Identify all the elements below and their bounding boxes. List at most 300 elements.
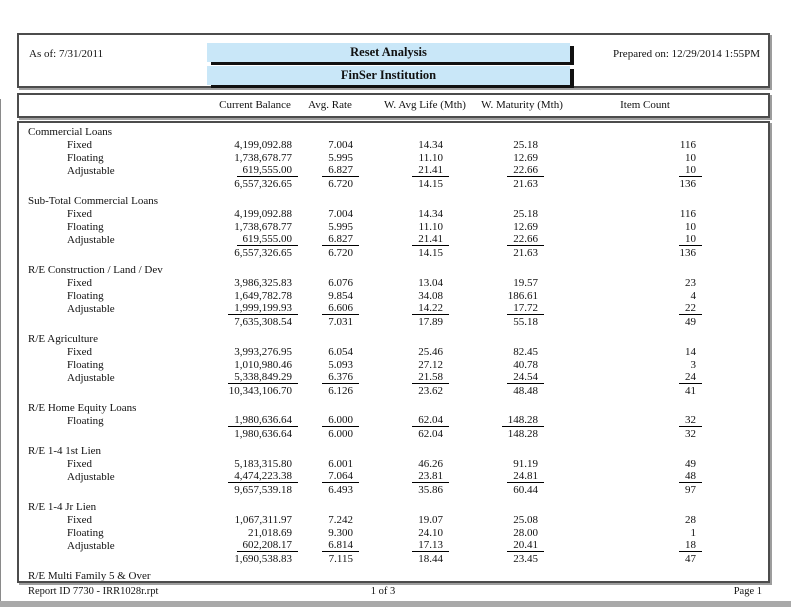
total-cell-balance (210, 247, 298, 259)
total-cell-maturity (449, 247, 544, 259)
total-value: 23.62 (418, 385, 443, 397)
total-cell-maturity (449, 178, 544, 190)
cell-maturity (449, 221, 544, 233)
row-label: Floating (67, 415, 104, 427)
total-cell-count (544, 247, 702, 259)
total-value: 7.115 (328, 553, 353, 565)
section-name: R/E Agriculture (28, 333, 98, 345)
page-number: Page 1 (733, 586, 762, 597)
cell-rate (298, 414, 359, 427)
cell-value: 19.57 (513, 277, 538, 289)
cell-value: 6.076 (328, 277, 353, 289)
cell-value: 11.10 (418, 221, 443, 233)
cell-value: 4,474,223.38 (228, 470, 298, 483)
row-label: Fixed (67, 346, 93, 358)
total-cell-avg_life (359, 428, 449, 440)
report-body (17, 121, 770, 583)
total-value: 7.031 (328, 316, 353, 328)
total-value: 23.45 (513, 553, 538, 565)
cell-rate (298, 458, 359, 470)
cell-count (544, 346, 702, 358)
section-total-row (19, 177, 768, 190)
cell-value: 5.995 (328, 221, 353, 233)
cell-value: 5,183,315.80 (234, 458, 292, 470)
cell-avg_life (359, 277, 449, 289)
report-section (19, 194, 768, 259)
page-of-indicator: 1 of 3 (370, 586, 396, 597)
cell-value: 602,208.17 (237, 539, 299, 552)
row-label: Adjustable (67, 234, 115, 246)
total-cell-count (544, 316, 702, 328)
cell-value: 21,018.69 (248, 527, 292, 539)
cell-value: 40.78 (513, 359, 538, 371)
total-cell-avg_life (359, 178, 449, 190)
cell-avg_life (359, 514, 449, 526)
total-cell-avg_life (359, 385, 449, 397)
total-value: 47 (685, 553, 696, 565)
total-cell-rate (298, 316, 359, 328)
cell-maturity (449, 164, 544, 177)
column-header-item-count: Item Count (620, 99, 670, 111)
section-name-row (19, 444, 768, 457)
cell-maturity (449, 527, 544, 539)
row-label: Fixed (67, 277, 93, 289)
section-name: Commercial Loans (28, 126, 113, 138)
total-value: 62.04 (418, 428, 443, 440)
total-value: 49 (685, 316, 696, 328)
cell-rate (298, 277, 359, 289)
column-header-avg-rate: Avg. Rate (308, 99, 352, 111)
section-total-row (19, 552, 768, 565)
cell-value: 32 (679, 414, 702, 427)
cell-maturity (449, 539, 544, 552)
cell-balance (210, 164, 298, 177)
total-cell-maturity (449, 484, 544, 496)
cell-balance (210, 514, 298, 526)
cell-avg_life (359, 458, 449, 470)
section-name: R/E 1-4 1st Lien (28, 445, 102, 457)
cell-value: 12.69 (513, 221, 538, 233)
cell-value: 5,338,849.29 (228, 371, 298, 384)
cell-value: 6.001 (328, 458, 353, 470)
total-cell-balance (210, 553, 298, 565)
total-cell-avg_life (359, 316, 449, 328)
section-name: R/E Construction / Land / Dev (28, 264, 163, 276)
cell-count (544, 290, 702, 302)
cell-rate (298, 539, 359, 552)
cell-maturity (449, 277, 544, 289)
total-value: 14.15 (418, 178, 443, 190)
data-row (19, 151, 768, 164)
total-cell-count (544, 385, 702, 397)
section-name-row (19, 194, 768, 207)
cell-avg_life (359, 290, 449, 302)
cell-maturity (449, 346, 544, 358)
data-row (19, 470, 768, 483)
row-label: Floating (67, 221, 104, 233)
cell-value: 22.66 (507, 233, 544, 246)
cell-count (544, 152, 702, 164)
cell-maturity (449, 139, 544, 151)
section-name: R/E Home Equity Loans (28, 402, 137, 414)
row-label: Adjustable (67, 303, 115, 315)
cell-value: 1,649,782.78 (234, 290, 292, 302)
cell-avg_life (359, 371, 449, 384)
cell-rate (298, 233, 359, 246)
total-value: 6.720 (328, 247, 353, 259)
total-cell-count (544, 428, 702, 440)
cell-rate (298, 302, 359, 315)
cell-value: 91.19 (513, 458, 538, 470)
cell-value: 12.69 (513, 152, 538, 164)
data-row (19, 289, 768, 302)
column-header-w-avg-life: W. Avg Life (Mth) (384, 99, 466, 111)
cell-balance (210, 277, 298, 289)
cell-value: 62.04 (412, 414, 449, 427)
cell-maturity (449, 514, 544, 526)
cell-count (544, 277, 702, 289)
cell-maturity (449, 414, 544, 427)
cell-value: 3 (690, 359, 696, 371)
total-value: 6,557,326.65 (234, 178, 292, 190)
viewer-edge (0, 99, 1, 601)
row-label: Fixed (67, 208, 93, 220)
total-cell-rate (298, 428, 359, 440)
total-value: 6.000 (328, 428, 353, 440)
cell-balance (210, 152, 298, 164)
cell-maturity (449, 302, 544, 315)
row-label: Adjustable (67, 372, 115, 384)
data-row (19, 539, 768, 552)
cell-value: 186.61 (507, 290, 538, 302)
cell-avg_life (359, 233, 449, 246)
row-label: Fixed (67, 514, 93, 526)
row-label: Fixed (67, 458, 93, 470)
cell-value: 6.606 (322, 302, 359, 315)
cell-value: 21.41 (412, 164, 449, 177)
cell-value: 4,199,092.88 (234, 208, 292, 220)
cell-rate (298, 139, 359, 151)
total-cell-rate (298, 553, 359, 565)
cell-value: 1,738,678.77 (234, 152, 292, 164)
total-cell-maturity (449, 428, 544, 440)
total-cell-avg_life (359, 553, 449, 565)
total-value: 6.126 (328, 385, 353, 397)
as-of-date: As of: 7/31/2011 (29, 48, 104, 60)
total-value: 6,557,326.65 (234, 247, 292, 259)
cell-value: 21.58 (412, 371, 449, 384)
cell-avg_life (359, 346, 449, 358)
cell-value: 22 (679, 302, 702, 315)
total-cell-maturity (449, 316, 544, 328)
cell-balance (210, 539, 298, 552)
cell-value: 6.054 (328, 346, 353, 358)
total-value: 136 (679, 178, 696, 190)
column-header-w-maturity: W. Maturity (Mth) (481, 99, 563, 111)
cell-avg_life (359, 208, 449, 220)
section-name-row (19, 500, 768, 513)
total-value: 10,343,106.70 (228, 385, 292, 397)
report-section (19, 569, 768, 583)
row-label: Adjustable (67, 165, 115, 177)
cell-count (544, 233, 702, 246)
cell-balance (210, 470, 298, 483)
cell-count (544, 164, 702, 177)
cell-value: 6.376 (322, 371, 359, 384)
title-stack (207, 43, 570, 89)
cell-rate (298, 290, 359, 302)
cell-rate (298, 221, 359, 233)
cell-count (544, 514, 702, 526)
cell-value: 49 (685, 458, 696, 470)
section-name: R/E Multi Family 5 & Over (28, 570, 151, 582)
cell-value: 34.08 (418, 290, 443, 302)
row-label: Floating (67, 152, 104, 164)
report-rows (19, 123, 768, 583)
cell-value: 11.10 (418, 152, 443, 164)
cell-value: 3,993,276.95 (234, 346, 292, 358)
data-row (19, 414, 768, 427)
cell-balance (210, 458, 298, 470)
total-cell-balance (210, 178, 298, 190)
cell-value: 10 (679, 233, 702, 246)
report-title: Reset Analysis (207, 43, 570, 62)
cell-value: 4,199,092.88 (234, 139, 292, 151)
cell-value: 7.004 (328, 208, 353, 220)
cell-value: 6.827 (322, 164, 359, 177)
row-label: Adjustable (67, 471, 115, 483)
total-value: 17.89 (418, 316, 443, 328)
total-value: 14.15 (418, 247, 443, 259)
cell-value: 5.093 (328, 359, 353, 371)
cell-balance (210, 139, 298, 151)
cell-value: 9.854 (328, 290, 353, 302)
total-value: 6.493 (328, 484, 353, 496)
total-value: 18.44 (418, 553, 443, 565)
total-value: 35.86 (418, 484, 443, 496)
cell-value: 25.46 (418, 346, 443, 358)
cell-avg_life (359, 359, 449, 371)
section-total-row (19, 315, 768, 328)
total-value: 41 (685, 385, 696, 397)
cell-value: 19.07 (418, 514, 443, 526)
report-section (19, 444, 768, 496)
cell-value: 148.28 (502, 414, 544, 427)
total-cell-count (544, 178, 702, 190)
total-cell-balance (210, 385, 298, 397)
section-name: Sub-Total Commercial Loans (28, 195, 158, 207)
total-value: 97 (685, 484, 696, 496)
data-row (19, 138, 768, 151)
cell-count (544, 458, 702, 470)
total-cell-balance (210, 316, 298, 328)
cell-maturity (449, 233, 544, 246)
cell-value: 46.26 (418, 458, 443, 470)
cell-value: 28.00 (513, 527, 538, 539)
cell-value: 1,738,678.77 (234, 221, 292, 233)
cell-value: 17.72 (507, 302, 544, 315)
cell-value: 17.13 (412, 539, 449, 552)
report-section (19, 263, 768, 328)
cell-count (544, 208, 702, 220)
cell-value: 1 (690, 527, 696, 539)
total-value: 48.48 (513, 385, 538, 397)
data-row (19, 207, 768, 220)
total-value: 7,635,308.54 (234, 316, 292, 328)
cell-avg_life (359, 302, 449, 315)
cell-maturity (449, 359, 544, 371)
cell-rate (298, 152, 359, 164)
cell-value: 24.54 (507, 371, 544, 384)
cell-balance (210, 221, 298, 233)
cell-balance (210, 290, 298, 302)
cell-value: 25.08 (513, 514, 538, 526)
total-cell-rate (298, 385, 359, 397)
cell-value: 9.300 (328, 527, 353, 539)
cell-count (544, 359, 702, 371)
section-name-row (19, 263, 768, 276)
row-label: Floating (67, 290, 104, 302)
total-cell-maturity (449, 385, 544, 397)
total-cell-maturity (449, 553, 544, 565)
section-total-row (19, 384, 768, 397)
cell-value: 7.064 (322, 470, 359, 483)
cell-value: 23.81 (412, 470, 449, 483)
cell-avg_life (359, 164, 449, 177)
cell-avg_life (359, 221, 449, 233)
cell-maturity (449, 290, 544, 302)
data-row (19, 457, 768, 470)
cell-balance (210, 208, 298, 220)
cell-count (544, 414, 702, 427)
total-value: 9,657,539.18 (234, 484, 292, 496)
cell-value: 4 (690, 290, 696, 302)
cell-value: 7.004 (328, 139, 353, 151)
row-label: Floating (67, 359, 104, 371)
total-value: 6.720 (328, 178, 353, 190)
cell-value: 22.66 (507, 164, 544, 177)
section-total-row (19, 483, 768, 496)
section-name-row (19, 401, 768, 414)
total-value: 60.44 (513, 484, 538, 496)
total-cell-count (544, 484, 702, 496)
cell-maturity (449, 458, 544, 470)
data-row (19, 582, 768, 583)
cell-count (544, 302, 702, 315)
cell-value: 1,980,636.64 (228, 414, 298, 427)
cell-value: 7.242 (328, 514, 353, 526)
cell-avg_life (359, 470, 449, 483)
total-value: 21.63 (513, 178, 538, 190)
data-row (19, 345, 768, 358)
cell-rate (298, 164, 359, 177)
total-value: 136 (679, 247, 696, 259)
total-value: 1,690,538.83 (234, 553, 292, 565)
cell-value: 25.18 (513, 208, 538, 220)
cell-value: 5.995 (328, 152, 353, 164)
cell-value: 10 (685, 221, 696, 233)
cell-avg_life (359, 539, 449, 552)
data-row (19, 220, 768, 233)
data-row (19, 358, 768, 371)
data-row (19, 302, 768, 315)
cell-value: 18 (679, 539, 702, 552)
cell-value: 6.827 (322, 233, 359, 246)
column-header-row (17, 93, 770, 118)
cell-value: 27.12 (418, 359, 443, 371)
cell-value: 48 (679, 470, 702, 483)
total-cell-rate (298, 247, 359, 259)
total-cell-rate (298, 484, 359, 496)
cell-balance (210, 233, 298, 246)
cell-value: 23 (685, 277, 696, 289)
data-row (19, 164, 768, 177)
section-name-row (19, 569, 768, 582)
cell-rate (298, 359, 359, 371)
cell-value: 28 (685, 514, 696, 526)
cell-rate (298, 527, 359, 539)
cell-maturity (449, 152, 544, 164)
data-row (19, 276, 768, 289)
report-section (19, 125, 768, 190)
cell-count (544, 371, 702, 384)
cell-value: 3,986,325.83 (234, 277, 292, 289)
cell-value: 6.814 (322, 539, 359, 552)
cell-balance (210, 527, 298, 539)
row-label: Fixed (67, 139, 93, 151)
prepared-on-date: Prepared on: 12/29/2014 1:55PM (613, 48, 760, 60)
report-id: Report ID 7730 - IRR1028r.rpt (28, 586, 159, 597)
cell-maturity (449, 470, 544, 483)
page-footer (0, 584, 791, 600)
cell-count (544, 470, 702, 483)
cell-count (544, 527, 702, 539)
cell-maturity (449, 371, 544, 384)
cell-value: 1,999,199.93 (228, 302, 298, 315)
cell-value: 25.18 (513, 139, 538, 151)
total-value: 32 (685, 428, 696, 440)
cell-value: 82.45 (513, 346, 538, 358)
cell-balance (210, 414, 298, 427)
cell-maturity (449, 208, 544, 220)
total-value: 1,980,636.64 (234, 428, 292, 440)
cell-value: 24 (679, 371, 702, 384)
total-value: 21.63 (513, 247, 538, 259)
cell-balance (210, 371, 298, 384)
total-value: 148.28 (507, 428, 538, 440)
total-value: 55.18 (513, 316, 538, 328)
cell-value: 13.04 (418, 277, 443, 289)
report-section (19, 332, 768, 397)
cell-value: 14.34 (418, 139, 443, 151)
cell-balance (210, 302, 298, 315)
cell-value: 619,555.00 (237, 233, 299, 246)
row-label: Adjustable (67, 540, 115, 552)
section-name: R/E 1-4 Jr Lien (28, 501, 97, 513)
cell-value: 10 (685, 152, 696, 164)
data-row (19, 371, 768, 384)
cell-value: 24.10 (418, 527, 443, 539)
cell-value: 116 (679, 139, 696, 151)
cell-value: 21.41 (412, 233, 449, 246)
data-row (19, 513, 768, 526)
cell-value: 24.81 (507, 470, 544, 483)
cell-rate (298, 514, 359, 526)
cell-value: 6.000 (322, 414, 359, 427)
institution-name: FinSer Institution (207, 66, 570, 85)
data-row (19, 233, 768, 246)
cell-value: 14.34 (418, 208, 443, 220)
